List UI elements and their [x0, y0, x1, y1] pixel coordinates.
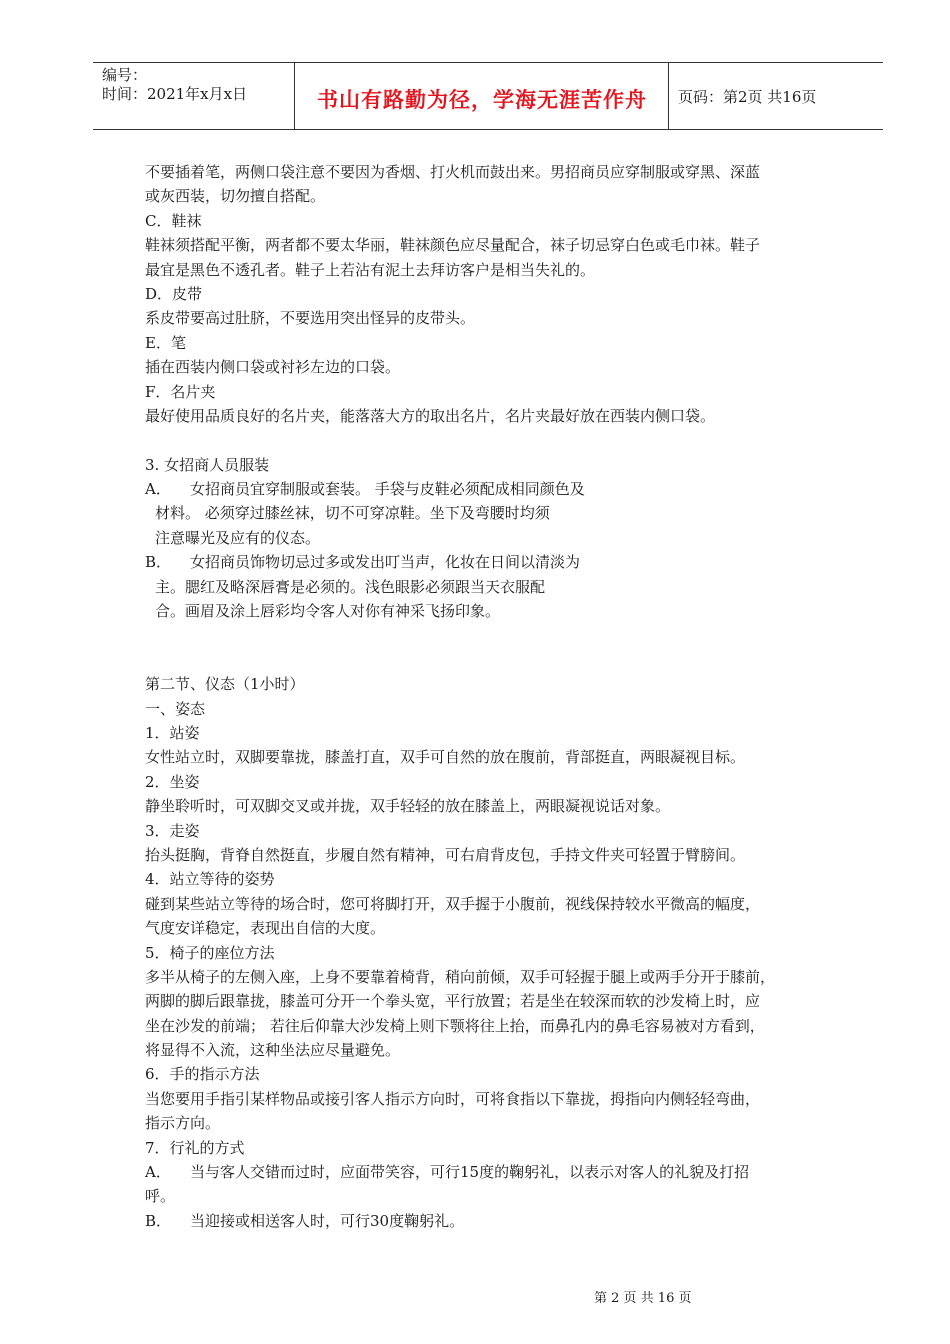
- paragraph-line: 多半从椅子的左侧入座，上身不要靠着椅背，稍向前倾，双手可轻握于腿上或两手分开于膝前，: [145, 967, 776, 986]
- paragraph-line: 系皮带要高过肚脐，不要选用突出怪异的皮带头。: [145, 309, 476, 328]
- item-heading: 3．走姿: [145, 821, 200, 840]
- list-item-b: [145, 550, 845, 574]
- list-marker: B．: [145, 1211, 172, 1230]
- list-item-text: 当与客人交错而过时，应面带笑容，可行15度的鞠躬礼，以表示对客人的礼貌及打招: [190, 1163, 750, 1182]
- paragraph-line: 两脚的脚后跟靠拢，膝盖可分开一个拳头宽，平行放置；若是坐在较深而软的沙发椅上时，应: [145, 992, 761, 1011]
- item-heading: 7．行礼的方式: [145, 1138, 245, 1157]
- paragraph-line: 女性站立时，双脚要靠拢，膝盖打直，双手可自然的放在腹前，背部挺直，两眼凝视目标。: [145, 748, 746, 767]
- paragraph-line: 气度安详稳定，表现出自信的大度。: [145, 919, 386, 938]
- list-item-a: [145, 477, 845, 501]
- document-body: [145, 160, 845, 1233]
- paragraph-line: 将显得不入流，这种坐法应尽量避免。: [145, 1041, 401, 1060]
- paragraph-line: 指示方向。: [145, 1114, 221, 1133]
- paragraph-line: 鞋袜须搭配平衡，两者都不要太华丽，鞋袜颜色应尽量配合，袜子切忌穿白色或毛巾袜。鞋子: [145, 236, 761, 255]
- list-marker: A．: [145, 480, 171, 499]
- item-heading: C．鞋袜: [145, 211, 202, 230]
- item-heading: 2．坐姿: [145, 772, 200, 791]
- paragraph-line: 或灰西装，切勿擅自搭配。: [145, 187, 326, 206]
- header-number-label: 编号：: [102, 66, 148, 84]
- list-item-text: 当迎接或相送客人时，可行30度鞠躬礼。: [190, 1211, 465, 1230]
- paragraph-line: 坐在沙发的前端； 若往后仰靠大沙发椅上则下颚将往上抬，而鼻孔内的鼻毛容易被对方看到，: [145, 1016, 765, 1035]
- item-heading: D．皮带: [145, 284, 203, 303]
- header-divider-1: [294, 62, 295, 129]
- section-heading: 3. 女招商人员服装: [145, 455, 270, 474]
- section-heading: 一、姿态: [145, 699, 206, 718]
- list-marker: B．: [145, 553, 172, 572]
- paragraph-line: 合。画眉及涂上唇彩均令客人对你有神采飞扬印象。: [155, 602, 501, 621]
- header-divider-2: [668, 62, 669, 129]
- header-bottom-rule: [93, 129, 883, 130]
- list-marker: A．: [145, 1163, 171, 1182]
- header-top-rule: [93, 62, 883, 63]
- paragraph-line: 碰到某些站立等待的场合时，您可将脚打开，双手握于小腹前，视线保持较水平微高的幅度，: [145, 894, 761, 913]
- paragraph-line: 最宜是黑色不透孔者。鞋子上若沾有泥土去拜访客户是相当失礼的。: [145, 260, 596, 279]
- paragraph-line: 主。腮红及略深唇膏是必须的。浅色眼影必须跟当天衣服配: [155, 577, 546, 596]
- header-motto: 书山有路勤为径，学海无涯苦作舟: [317, 87, 647, 112]
- list-item-text: 女招商员宜穿制服或套装。 手袋与皮鞋必须配成相同颜色及: [190, 480, 585, 499]
- paragraph-line: 插在西装内侧口袋或衬衫左边的口袋。: [145, 358, 401, 377]
- page-footer: 第 2 页 共 16 页: [594, 1291, 692, 1306]
- paragraph-line: 当您要用手指引某样物品或接引客人指示方向时，可将食指以下靠拢，拇指向内侧轻轻弯曲，: [145, 1089, 761, 1108]
- paragraph-line: 最好使用品质良好的名片夹，能落落大方的取出名片，名片夹最好放在西装内侧口袋。: [145, 406, 716, 425]
- item-heading: 4．站立等待的姿势: [145, 870, 275, 889]
- list-item-text: 女招商员饰物切忌过多或发出叮当声，化妆在日间以清淡为: [190, 553, 581, 572]
- paragraph-line: 抬头挺胸，背脊自然挺直，步履自然有精神，可右肩背皮包，手持文件夹可轻置于臂膀间。: [145, 845, 746, 864]
- item-heading: 6．手的指示方法: [145, 1065, 260, 1084]
- item-heading: E．笔: [145, 333, 186, 352]
- paragraph-line: 不要插着笔，两侧口袋注意不要因为香烟、打火机而鼓出来。男招商员应穿制服或穿黑、深蓝: [145, 163, 761, 181]
- item-heading: F．名片夹: [145, 382, 216, 401]
- header-time-label: 时间：2021年x月x日: [102, 85, 248, 103]
- paragraph-line: 材料。 必须穿过膝丝袜，切不可穿凉鞋。坐下及弯腰时均须: [155, 504, 550, 523]
- list-item-b: [145, 1209, 845, 1233]
- paragraph-line: 呼。: [145, 1187, 176, 1206]
- list-item-a: [145, 1160, 845, 1184]
- chapter-heading: 第二节、仪态（1小时）: [145, 675, 305, 694]
- header-page-info: 页码：第2页 共16页: [678, 88, 817, 106]
- paragraph-line: 注意曝光及应有的仪态。: [155, 528, 321, 547]
- paragraph-line: 静坐聆听时，可双脚交叉或并拢，双手轻轻的放在膝盖上，两眼凝视说话对象。: [145, 797, 671, 816]
- item-heading: 5．椅子的座位方法: [145, 943, 275, 962]
- item-heading: 1．站姿: [145, 724, 200, 742]
